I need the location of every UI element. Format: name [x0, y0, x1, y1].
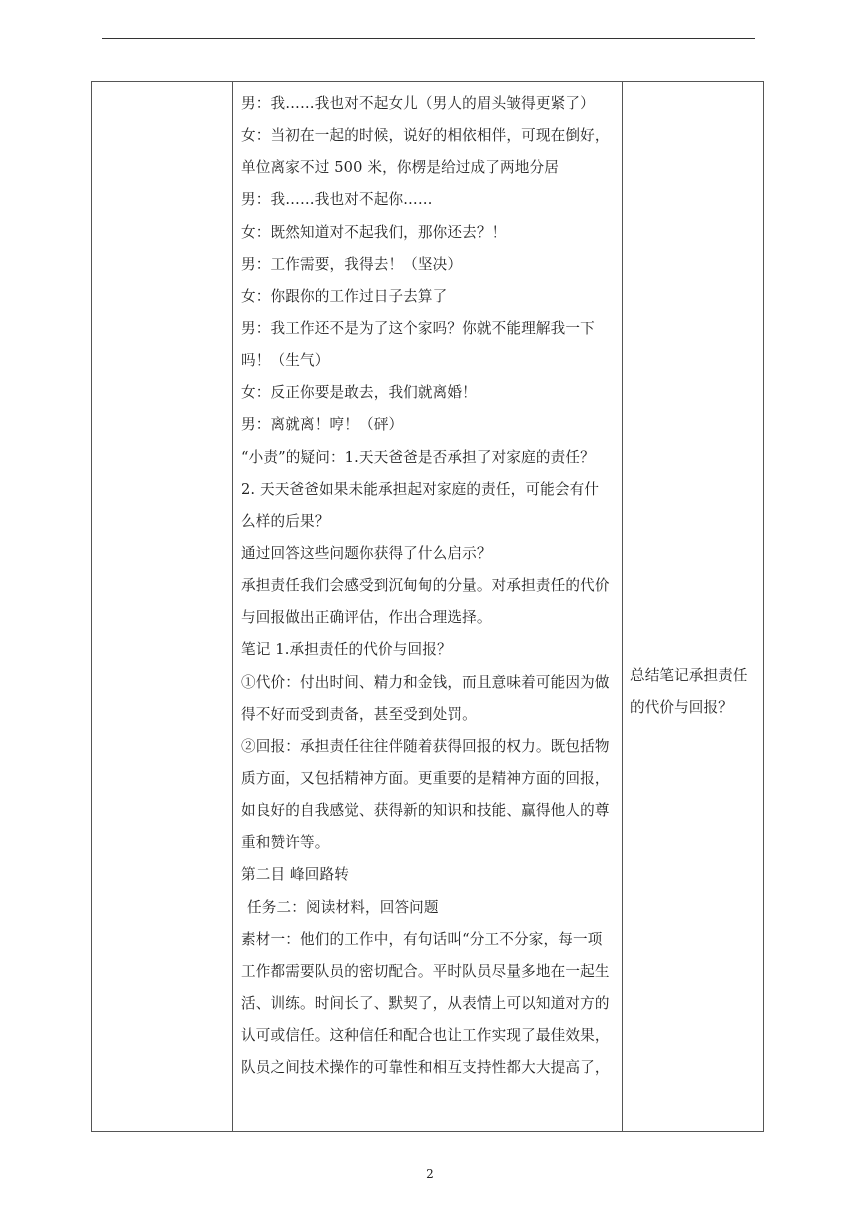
note-line: 得不好而受到责备，甚至受到处罚。 — [241, 705, 477, 723]
text-line: 女：反正你要是敢去，我们就离婚！ — [241, 384, 477, 402]
task-heading: 任务二：阅读材料，回答问题 — [247, 898, 439, 916]
text-line: 女：当初在一起的时候，说好的相依相伴，可现在倒好， — [241, 127, 610, 145]
question-line: 2. 天天爸爸如果未能承担起对家庭的责任，可能会有什 — [241, 480, 600, 498]
content-column-cell — [233, 82, 623, 1132]
left-column-cell — [92, 82, 233, 1132]
note-line: 如良好的自我感觉、获得新的知识和技能、赢得他人的尊 — [241, 802, 610, 820]
page-number: 2 — [426, 1167, 434, 1181]
summary-line: 的代价与回报？ — [630, 699, 733, 717]
text-line: 与回报做出正确评估，作出合理选择。 — [241, 609, 492, 627]
text-line: 女：你跟你的工作过日子去算了 — [241, 287, 448, 305]
lesson-table — [91, 81, 764, 1132]
material-line: 素材一：他们的工作中，有句话叫“分工不分家，每一项 — [241, 930, 603, 948]
note-heading: 笔记 1.承担责任的代价与回报？ — [241, 641, 452, 659]
text-line: 男：我工作还不是为了这个家吗？你就不能理解我一下 — [241, 319, 595, 337]
section-heading: 第二目 峰回路转 — [241, 866, 349, 884]
text-line: 男：离就离！哼！（砰） — [241, 416, 404, 434]
right-column-cell — [623, 82, 764, 1132]
table-row — [92, 82, 764, 1132]
content-text-block — [233, 82, 622, 1084]
text-line: 吗！（生气） — [241, 352, 330, 370]
note-line: 重和赞许等。 — [241, 834, 330, 852]
text-line: 男：我……我也对不起女儿（男人的眉头皱得更紧了） — [241, 95, 595, 112]
question-line: 么样的后果？ — [241, 512, 330, 530]
text-line: 承担责任我们会感受到沉甸甸的分量。对承担责任的代价 — [241, 577, 610, 595]
text-line: 通过回答这些问题你获得了什么启示？ — [241, 544, 492, 562]
summary-line: 总结笔记承担责任 — [630, 667, 748, 684]
material-line: 认可或信任。这种信任和配合也让工作实现了最佳效果， — [241, 1027, 610, 1045]
note-line: ②回报：承担责任往往伴随着获得回报的权力。既包括物 — [241, 737, 610, 755]
summary-note — [630, 660, 756, 724]
material-line: 活、训练。时间长了、默契了，从表情上可以知道对方的 — [241, 994, 610, 1012]
question-line: “小责”的疑问：1.天天爸爸是否承担了对家庭的责任？ — [241, 448, 595, 466]
header-rule — [102, 38, 755, 39]
text-line: 女：既然知道对不起我们，那你还去？！ — [241, 223, 507, 241]
note-line: 质方面，又包括精神方面。更重要的是精神方面的回报， — [241, 769, 610, 787]
note-line: ①代价：付出时间、精力和金钱，而且意味着可能因为做 — [241, 673, 610, 691]
text-line: 单位离家不过 500 米，你楞是给过成了两地分居 — [241, 159, 560, 177]
text-line: 男：工作需要，我得去！（坚决） — [241, 255, 463, 273]
material-line: 工作都需要队员的密切配合。平时队员尽量多地在一起生 — [241, 962, 610, 980]
text-line: 男：我……我也对不起你…… — [241, 191, 433, 209]
material-line: 队员之间技术操作的可靠性和相互支持性都大大提高了， — [241, 1059, 610, 1077]
